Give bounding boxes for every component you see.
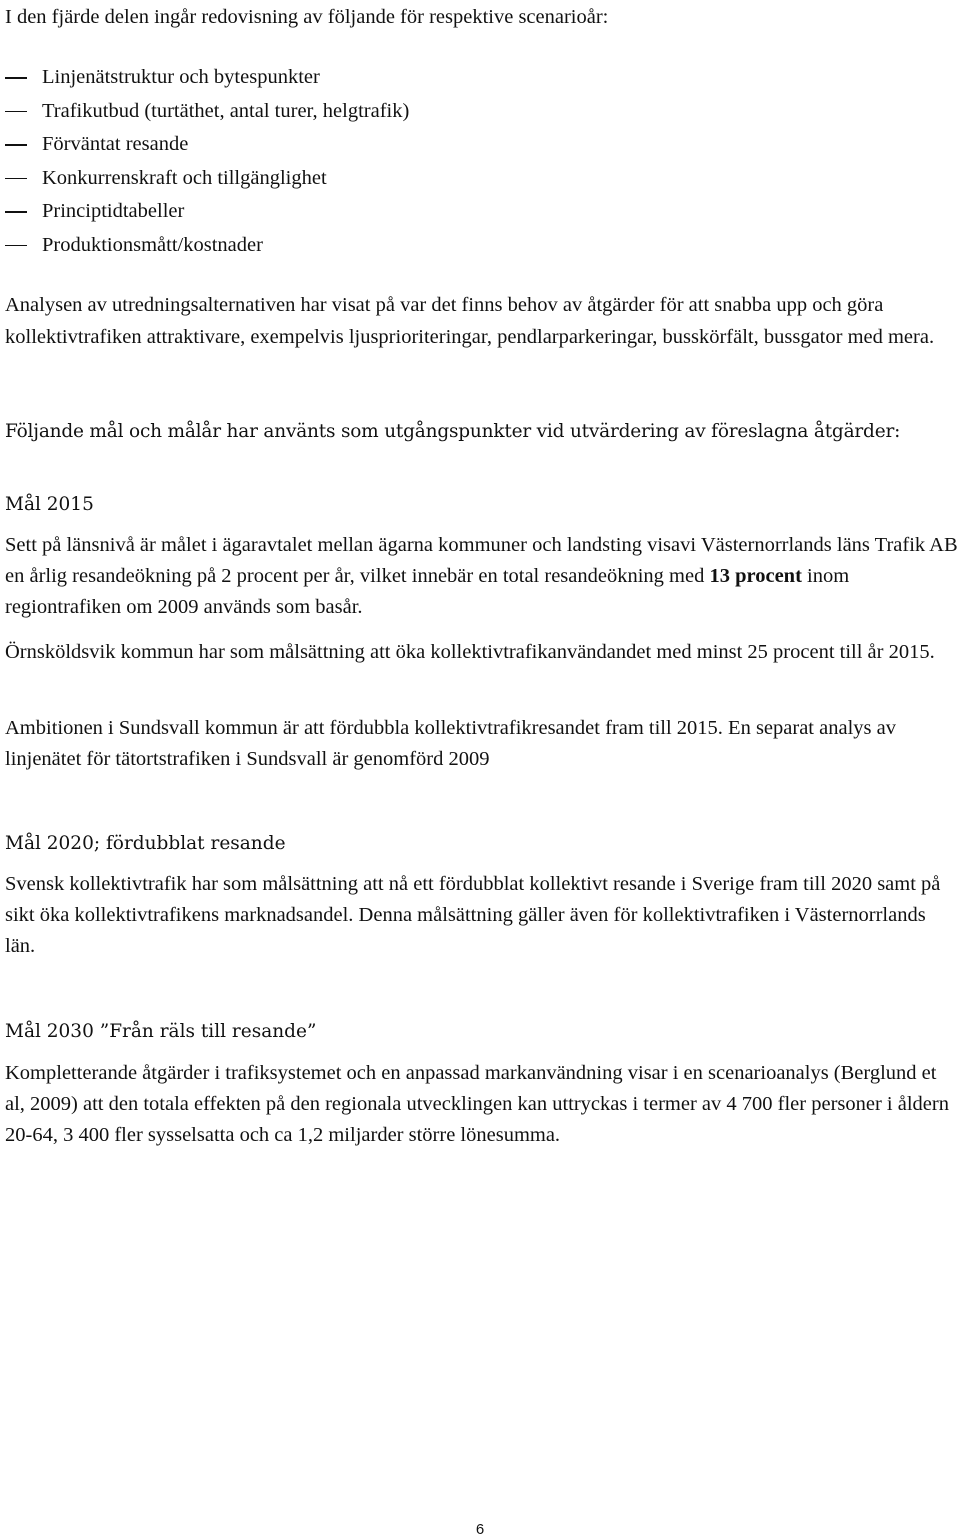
dash-bullet-icon (5, 144, 27, 146)
list-item: Trafikutbud (turtäthet, antal turer, helgtrafik) (5, 95, 409, 129)
dash-bullet-icon (5, 245, 27, 247)
goal-2015-paragraph-3: Ambitionen i Sundsvall kommun är att fördubbla kollektivtrafikresandet fram till 2015. En separat analys av linjenätet för tätortstrafiken i Sundsvall är genomförd 2009 (5, 717, 896, 770)
goal-2030-heading: Mål 2030 ”Från räls till resande” (5, 1021, 317, 1042)
dash-bullet-icon (5, 111, 27, 113)
dash-bullet-icon (5, 77, 27, 79)
list-item: Principtidtabeller (5, 195, 409, 229)
list-item: Konkurrenskraft och tillgänglighet (5, 162, 409, 196)
dash-bullet-icon (5, 178, 27, 180)
goal-2015-heading: Mål 2015 (5, 494, 94, 515)
highlight-percent: 13 procent (709, 565, 802, 587)
list-item: Förväntat resande (5, 128, 409, 162)
goal-2020-heading: Mål 2020; fördubblat resande (5, 833, 286, 854)
analysis-paragraph: Analysen av utredningsalternativen har visat på var det finns behov av åtgärder för att snabba upp och göra kollektivtrafiken attraktivare, exempelvis ljusprioriteringar, pendlarparkeringar, busskörfält, bussgator med mera. (5, 294, 935, 348)
goal-2015-paragraph-2: Örnsköldsvik kommun har som målsättning att öka kollektivtrafikanvändandet med minst 25 procent till år 2015. (5, 641, 935, 663)
scenario-list (5, 61, 409, 262)
goals-intro-paragraph: Följande mål och målår har använts som utgångspunkter vid utvärdering av föreslagna åtgärder: (5, 421, 901, 442)
goal-2030-paragraph: Kompletterande åtgärder i trafiksystemet och en anpassad markanvändning visar i en scenarioanalys (Berglund et al, 2009) att den totala effekten på den regionala utvecklingen kan uttryckas i termer av 4 700 fler personer i åldern 20-64, 3 400 fler sysselsatta och ca 1,2 miljarder större lönesumma. (5, 1062, 949, 1146)
dash-bullet-icon (5, 211, 27, 213)
goal-2020-paragraph: Svensk kollektivtrafik har som målsättning att nå ett fördubblat kollektivt resande i Sverige fram till 2020 samt på sikt öka kollektivtrafikens marknadsandel. Denna målsättning gäller även för kollektivtrafiken i Västernorrlands län. (5, 873, 941, 957)
list-item: Linjenätstruktur och bytespunkter (5, 61, 409, 95)
goal-2015-paragraph-1: Sett på länsnivå är målet i ägaravtalet mellan ägarna kommuner och landsting visavi Västernorrlands läns Trafik AB en årlig resandeökning på 2 procent per år, vilket innebär en total resandeökning med 13 procent inom regiontrafiken om 2009 används som basår. (5, 534, 958, 618)
intro-paragraph: I den fjärde delen ingår redovisning av följande för respektive scenarioår: (5, 6, 609, 28)
page-number: 6 (475, 1521, 485, 1538)
list-item: Produktionsmått/kostnader (5, 229, 409, 263)
